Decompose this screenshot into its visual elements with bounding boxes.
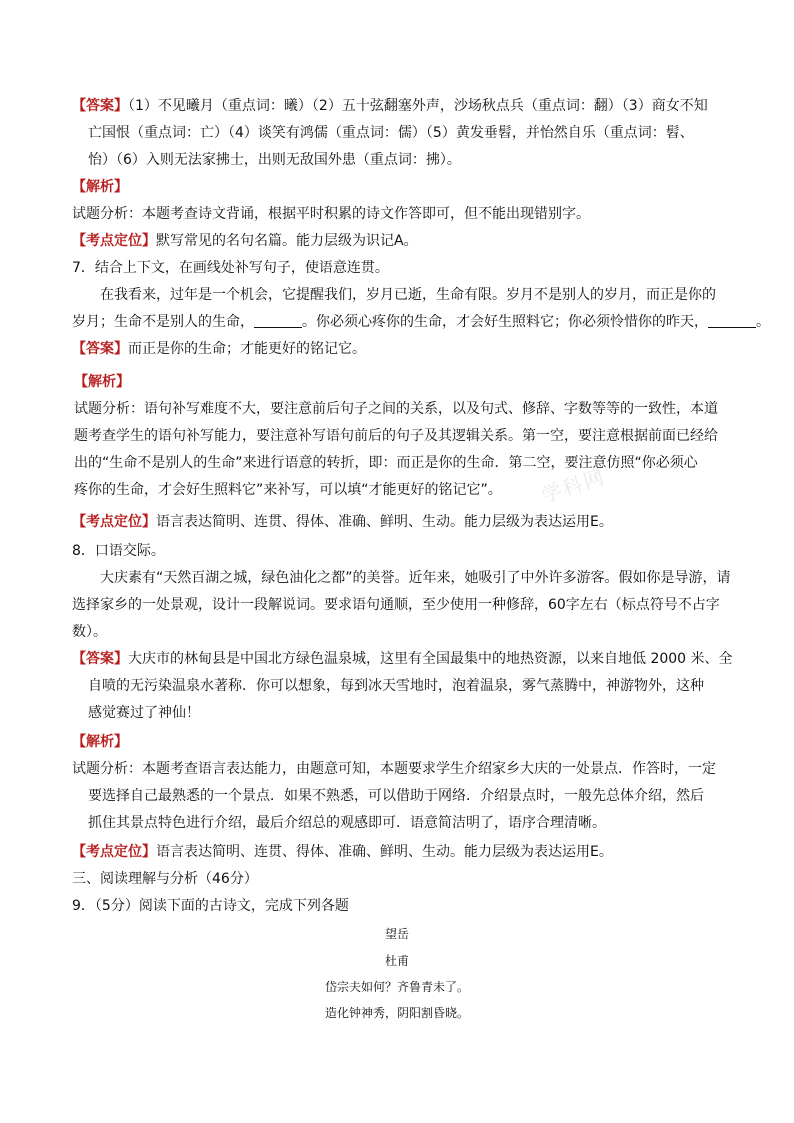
q8-answer-line-2: 自喷的无污染温泉水著称．你可以想象，每到冰天雪地时，泡着温泉，雾气蒸腾中，神游物外，这种 [88,678,704,694]
fill-blank-2 [708,314,756,328]
q8-title: 8．口语交际。 [72,543,165,559]
q6-answer-line-1: 【答案】（1）不见曦月（重点词：曦）（2）五十弦翻塞外声，沙场秋点兵（重点词：翻）（3）商女不知 [72,98,708,114]
q8-answer-line-1: 【答案】大庆市的林甸县是中国北方绿色温泉城，这里有全国最集中的地热资源，以来自地低 2000 米、全 [72,651,733,667]
q6-point-line: 【考点定位】默写常见的名句名篇。能力层级为识记A。 [72,233,418,249]
poem-title: 望岳 [384,927,409,941]
q9-title: 9．（5分）阅读下面的古诗文，完成下列各题 [72,898,349,914]
q8-para-line-1: 大庆素有“天然百湖之城，绿色油化之都”的美誉。近年来，她吸引了中外许多游客。假如你是导游，请 [100,570,731,586]
q8-para-line-3: 数）。 [72,624,107,640]
q7-analysis-line-2: 题考查学生的语句补写能力，要注意补写语句前后的句子及其逻辑关系。第一空，要注意根据前面已经给 [74,428,718,444]
q8-analysis-tag: 【解析】 [72,734,128,750]
q8-answer-line-3: 感觉赛过了神仙！ [88,705,200,721]
q8-analysis-line-1: 试题分析：本题考查语言表达能力，由题意可知，本题要求学生介绍家乡大庆的一处景点．作答时，一定 [72,761,716,777]
poem-line-1: 岱宗夫如何？齐鲁青未了。 [324,980,469,994]
point-tag: 【考点定位】 [72,233,156,249]
watermark: 学科网 [538,464,609,508]
q7-answer-line: 【答案】而正是你的生命；才能更好的铭记它。 [72,341,366,357]
q8-para-line-2: 选择家乡的一处景观，设计一段解说词。要求语句通顺，至少使用一种修辞，60字左右（标点符号不占字 [72,597,720,613]
q8-point-line: 【考点定位】语言表达简明、连贯、得体、准确、鲜明、生动。能力层级为表达运用E。 [72,844,613,860]
poem-author: 杜甫 [384,954,409,968]
q7-analysis-line-4: 疼你的生命，才会好生照料它”来补写，可以填“才能更好的铭记它”。 [74,482,502,498]
poem-line-2: 造化钟神秀，阴阳割昏晓。 [324,1006,469,1020]
q7-point-line: 【考点定位】语言表达简明、连贯、得体、准确、鲜明、生动。能力层级为表达运用E。 [72,514,613,530]
q7-analysis-tag: 【解析】 [74,374,130,390]
q6-answer-line-3: 怡）（6）入则无法家拂士，出则无敌国外患（重点词：拂）。 [88,152,461,168]
q7-analysis-line-3: 出的“生命不是别人的生命”来进行语意的转折，即：而正是你的生命．第二空，要注意仿照“你必须心 [74,455,698,471]
q7-para-line-1: 在我看来，过年是一个机会，它提醒我们，岁月已逝，生命有限。岁月不是别人的岁月，而正是你的 [100,287,716,303]
q6-analysis-text: 试题分析：本题考查诗文背诵，根据平时积累的诗文作答即可，但不能出现错别字。 [72,206,590,222]
q7-title: 7．结合上下文，在画线处补写句子，使语意连贯。 [72,260,389,276]
q6-analysis-tag: 【解析】 [72,179,128,195]
section-3-heading: 三、阅读理解与分析（46分） [72,871,258,887]
fill-blank-1 [254,314,302,328]
q8-analysis-line-3: 抓住其景点特色进行介绍，最后介绍总的观感即可．语意简洁明了，语序合理清晰。 [88,815,606,831]
q7-para-line-2: 岁月；生命不是别人的生命， 。你必须心疼你的生命，才会好生照料它；你必须怜惜你的昨天， 。 [72,314,770,330]
q7-analysis-line-1: 试题分析：语句补写难度不大，要注意前后句子之间的关系，以及句式、修辞、字数等等的一致性，本道 [74,401,718,417]
answer-tag: 【答案】 [72,98,128,114]
q8-analysis-line-2: 要选择自己最熟悉的一个景点．如果不熟悉，可以借助于网络．介绍景点时，一般先总体介绍，然后 [88,788,704,804]
q6-answer-line-2: 亡国恨（重点词：亡）（4）谈笑有鸿儒（重点词：儒）（5）黄发垂髫，并怡然自乐（重点词：髫、 [88,125,694,141]
